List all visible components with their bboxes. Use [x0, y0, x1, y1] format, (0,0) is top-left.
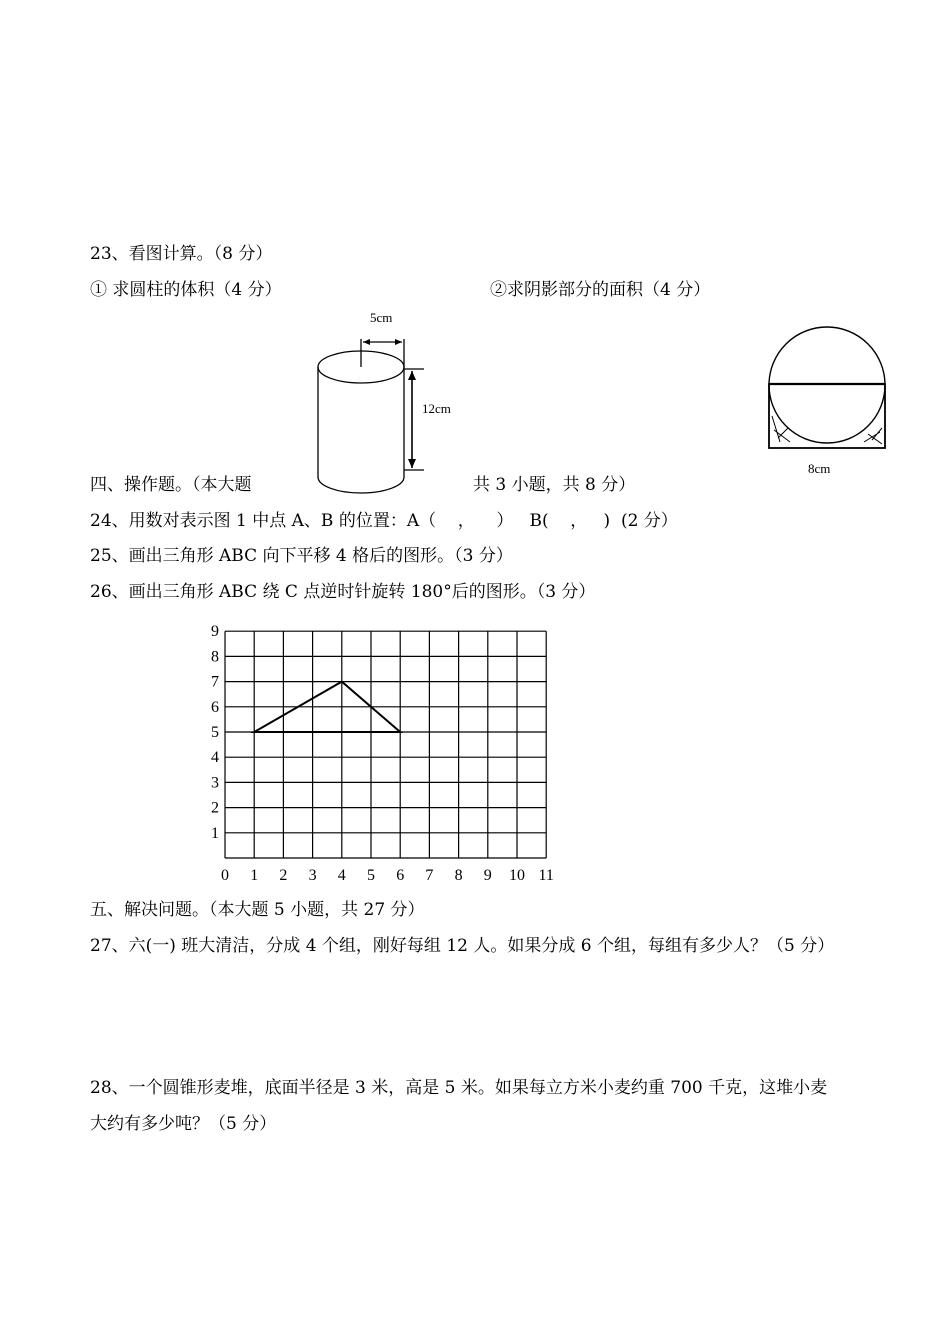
y-tick-label: 4 [211, 749, 219, 767]
x-tick-label: 11 [538, 867, 554, 884]
q28-line1: 28、一个圆锥形麦堆，底面半径是 3 米，高是 5 米。如果每立方米小麦约重 700 千克，这堆小麦 [90, 1078, 828, 1098]
x-tick-label: 1 [250, 867, 259, 884]
section4-heading-right: 共 3 小题，共 8 分） [473, 475, 636, 495]
x-tick-label: 6 [396, 867, 405, 884]
section5-heading: 五、解决问题。（本大题 5 小题，共 27 分） [90, 900, 425, 920]
x-tick-label: 3 [308, 867, 317, 884]
y-tick-label: 1 [211, 824, 219, 842]
cylinder-height-label: 12cm [422, 401, 451, 416]
x-tick-label: 0 [221, 867, 229, 884]
section4-heading-left: 四、操作题。（本大题 [90, 475, 252, 495]
shaded-width-label: 8cm [808, 461, 831, 476]
x-tick-label: 7 [425, 867, 434, 884]
y-tick-label: 7 [211, 673, 219, 691]
x-tick-label: 4 [337, 867, 346, 884]
q25-text: 25、画出三角形 ABC 向下平移 4 格后的图形。（3 分） [90, 546, 513, 566]
x-tick-label: 10 [509, 867, 525, 884]
x-tick-label: 2 [279, 867, 288, 884]
y-tick-label: 2 [211, 799, 219, 817]
q23-title: 23、看图计算。（8 分） [90, 244, 273, 264]
q23-part2: ②求阴影部分的面积（4 分） [490, 280, 711, 300]
y-tick-label: 6 [211, 698, 219, 716]
y-tick-label: 9 [211, 623, 219, 641]
x-tick-label: 9 [483, 867, 492, 884]
q27-text: 27、六(一) 班大清洁，分成 4 个组，刚好每组 12 人。如果分成 6 个组，每组有多少人？（5 分） [90, 936, 835, 956]
y-tick-label: 8 [211, 648, 219, 666]
x-tick-label: 8 [454, 867, 463, 884]
y-tick-label: 3 [211, 774, 219, 792]
shaded-figure [760, 320, 895, 455]
q26-text: 26、画出三角形 ABC 绕 C 点逆时针旋转 180°后的图形。（3 分） [90, 582, 596, 602]
cylinder-radius-label: 5cm [370, 310, 393, 325]
coordinate-grid [195, 615, 575, 890]
q28-line2: 大约有多少吨？（5 分） [90, 1114, 277, 1134]
q24-text: 24、用数对表示图 1 中点 A、B 的位置：A（ ， ） B( ， ) (2 分） [90, 511, 678, 531]
y-tick-label: 5 [211, 724, 219, 741]
x-tick-label: 5 [367, 867, 375, 884]
q23-part1: ① 求圆柱的体积（4 分） [90, 280, 282, 300]
